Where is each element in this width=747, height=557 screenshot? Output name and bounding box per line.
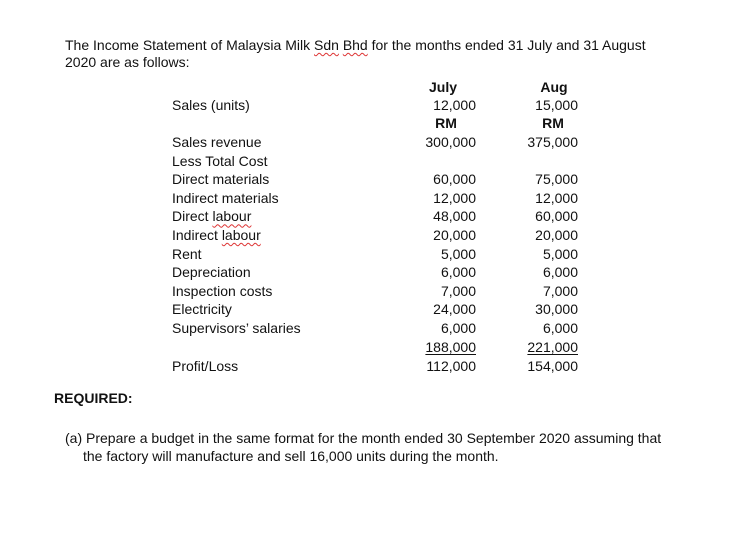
row-value-july: 300,000 — [425, 134, 476, 150]
currency-aug: RM — [542, 115, 564, 131]
row-value-aug: 20,000 — [535, 227, 578, 243]
row-label: Inspection costs — [172, 282, 273, 299]
row-label: Indirect labour — [172, 227, 261, 243]
intro-line-2: 2020 are as follows: — [65, 54, 190, 70]
row-value-aug: 75,000 — [535, 171, 578, 188]
row-value-aug: 60,000 — [535, 208, 578, 225]
row-value-july: 5,000 — [440, 245, 476, 262]
row-label: Supervisors’ salaries — [172, 320, 301, 336]
question-a-line-2: the factory will manufacture and sell 16,000 units during the month. — [83, 448, 499, 464]
col-header-aug: Aug — [540, 79, 568, 95]
sales-units-july: 12,000 — [433, 97, 476, 113]
currency-july: RM — [435, 115, 457, 131]
profit-label: Profit/Loss — [172, 358, 239, 374]
row-label: Rent — [172, 245, 202, 262]
row-label: Depreciation — [172, 264, 251, 281]
question-a-line-1: (a) Prepare a budget in the same format for the month ended 30 September 2020 assuming that — [65, 430, 662, 446]
profit-aug: 154,000 — [527, 358, 578, 374]
required-heading: REQUIRED: — [54, 390, 133, 406]
total-cost-aug: 221,000 — [527, 339, 578, 355]
total-cost-july: 188,000 — [425, 339, 476, 355]
row-label: Direct materials — [172, 171, 270, 188]
row-value-july: 60,000 — [433, 171, 476, 188]
row-label: Indirect materials — [172, 189, 279, 206]
sales-units-aug: 15,000 — [535, 97, 578, 113]
row-value-july: 12,000 — [433, 189, 476, 206]
profit-july: 112,000 — [426, 358, 476, 374]
sales-units-label: Sales (units) — [172, 97, 250, 113]
row-value-aug: 5,000 — [542, 245, 578, 262]
row-value-aug: 30,000 — [535, 301, 578, 318]
row-label: Electricity — [172, 301, 232, 318]
col-header-july: July — [428, 79, 457, 95]
row-value-july: 48,000 — [433, 208, 476, 225]
row-value-aug: 6,000 — [542, 320, 578, 336]
row-value-july: 20,000 — [433, 227, 476, 243]
row-value-july: 6,000 — [440, 264, 476, 281]
row-value-july: 7,000 — [440, 282, 476, 299]
intro-text: for the months ended 31 July and 31 August — [367, 37, 646, 53]
row-value-aug: 12,000 — [535, 189, 578, 206]
row-label: Direct labour — [172, 208, 252, 225]
company-sdn: Sdn — [314, 37, 339, 53]
row-value-aug: 375,000 — [527, 134, 578, 150]
row-label: Less Total Cost — [172, 152, 268, 169]
intro-line-1 — [65, 36, 646, 55]
row-value-aug: 6,000 — [542, 264, 578, 281]
row-label: Sales revenue — [172, 134, 262, 150]
row-value-aug: 7,000 — [542, 282, 578, 299]
row-value-july: 6,000 — [440, 320, 476, 336]
row-value-july: 24,000 — [433, 301, 476, 318]
intro-text: The Income Statement of Malaysia Milk — [65, 37, 314, 53]
company-bhd: Bhd — [342, 37, 368, 53]
